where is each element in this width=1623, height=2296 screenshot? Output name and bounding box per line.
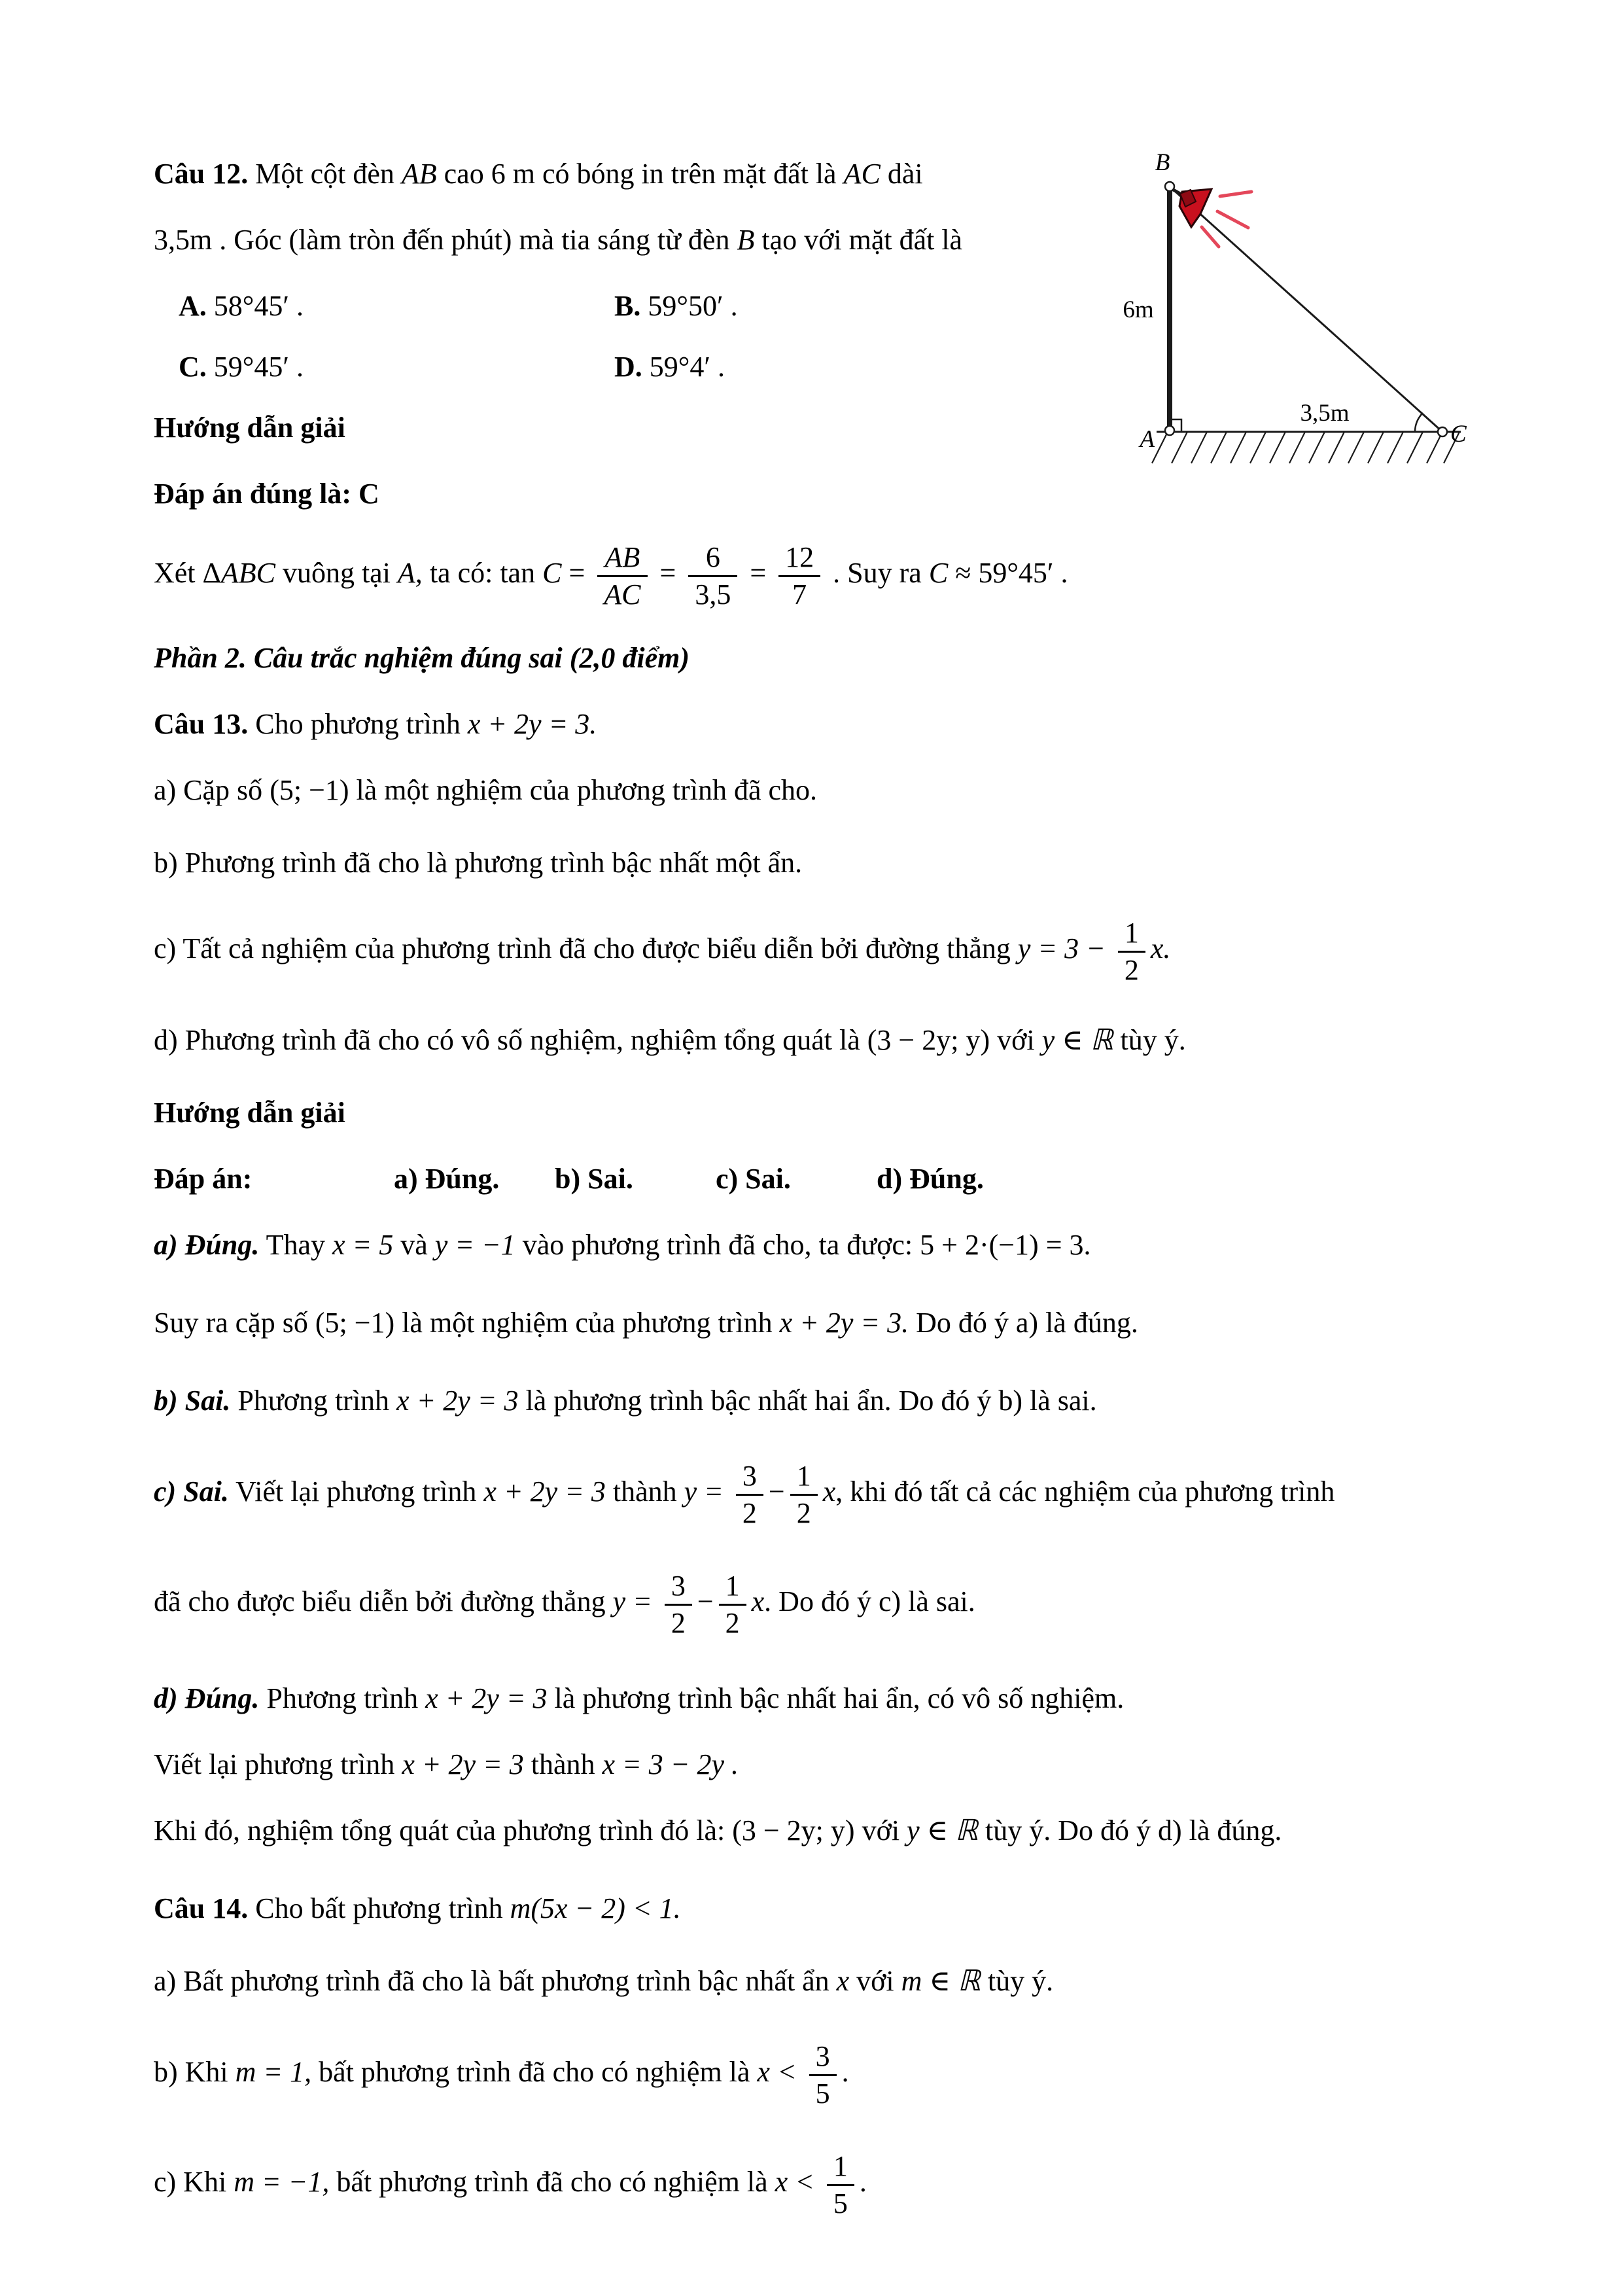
sol13-para-a-line-1 <box>154 1227 1498 1263</box>
math-equation: x + 2y = 3 <box>425 1682 548 1715</box>
math-x: x <box>836 1965 850 1998</box>
math-m-1: m = 1, <box>235 2056 312 2089</box>
q13-d-text-2: với <box>997 1024 1035 1057</box>
sol13-c-text-1: Viết lại phương trình <box>236 1475 477 1508</box>
q13-intro-line <box>154 706 1498 742</box>
shadow-length-label: 3,5m <box>1300 400 1350 427</box>
math-y-eq: y = 3 − <box>1017 932 1106 965</box>
option-c <box>179 349 607 385</box>
equals-sign-3: = <box>750 557 767 590</box>
sol13-answer-row <box>154 1161 1498 1197</box>
math-pair: (5; −1) <box>270 774 349 807</box>
fraction-1-5 <box>827 2151 854 2219</box>
tan-operator: tan <box>500 557 536 590</box>
q14-b-text-2: bất phương trình đã cho có nghiệm là <box>319 2056 750 2089</box>
option-b-value: 59°50′ . <box>648 290 738 322</box>
pole-height-label: 6m <box>1123 296 1154 323</box>
q13-d-text-3: tùy ý. <box>1120 1024 1186 1057</box>
q12-text-1: Một cột đèn <box>255 158 394 190</box>
math-m-neg1: m = −1, <box>234 2166 330 2199</box>
sol13-b-text-1: Phương trình <box>237 1385 390 1417</box>
option-b <box>614 290 738 322</box>
option-d <box>614 351 725 383</box>
sol13-c-text-5: . Do đó ý c) là sai. <box>764 1585 975 1618</box>
q12-options-row-1 <box>154 288 1498 324</box>
q13-label: Câu 13. <box>154 708 249 741</box>
period: . <box>841 2056 849 2089</box>
q12-options-row-2 <box>154 349 1498 385</box>
q14-a-text-2: với <box>856 1965 894 1998</box>
fraction-denominator: 2 <box>1124 953 1139 986</box>
math-c2: C <box>928 557 949 590</box>
math-y-in-r: y ∈ ℝ <box>907 1814 979 1847</box>
q12-intro-line-1 <box>154 156 1096 192</box>
q12-text-4: 3,5m . <box>154 224 227 256</box>
q14-item-a <box>154 1963 1498 1999</box>
math-b: B <box>737 224 755 256</box>
sol12-answer: Đáp án đúng là: C <box>154 478 379 510</box>
math-m-in-r: m ∈ ℝ <box>901 1965 981 1998</box>
minus-sign: − <box>697 1585 714 1618</box>
sol13-answer-label: Đáp án: <box>154 1163 253 1195</box>
minus-sign: − <box>768 1475 785 1508</box>
q14-intro-text: Cho bất phương trình <box>255 1892 503 1925</box>
fraction-6-35 <box>688 542 737 610</box>
fraction-numerator: 1 <box>1118 917 1145 953</box>
math-general-solution: (3 − 2y; y) <box>732 1814 855 1847</box>
sol13-a-text-5: là một nghiệm của phương trình <box>402 1307 773 1339</box>
math-abc: ABC <box>220 557 275 590</box>
math-pair: (5; −1) <box>315 1307 395 1339</box>
math-x: x. <box>1150 932 1171 965</box>
option-c-label: C. <box>179 351 207 383</box>
sol13-d-text-5: Khi đó, nghiệm tổng quát của phương trình đó là: <box>154 1814 725 1847</box>
sol13-a-text-1: Thay <box>266 1229 325 1262</box>
option-b-label: B. <box>614 290 641 322</box>
sol13-para-c-line-2 <box>154 1570 1498 1638</box>
fraction-1-2 <box>719 1570 746 1638</box>
fraction-1-2 <box>790 1460 818 1528</box>
fraction-numerator: 12 <box>778 542 820 577</box>
q13-a-text-1: a) Cặp số <box>154 774 263 807</box>
sol13-para-b <box>154 1383 1498 1419</box>
math-equation: x + 2y = 3. <box>467 708 597 741</box>
math-x-lt: x < <box>775 2166 814 2199</box>
q12-intro-line-2 <box>154 222 1096 258</box>
sol13-para-d-line-1 <box>154 1680 1498 1716</box>
sol13-para-a-line-2 <box>154 1305 1498 1341</box>
sol13-d-text-2: là phương trình bậc nhất hai ẩn, có vô số nghiệm. <box>554 1682 1125 1715</box>
math-c: C <box>542 557 562 590</box>
sol13-c-text-3: , khi đó tất cả các nghiệm của phương trình <box>835 1475 1335 1508</box>
math-x-5: x = 5 <box>332 1229 394 1262</box>
fraction-denominator: AC <box>604 578 641 610</box>
q14-c-text-1: c) Khi <box>154 2166 227 2199</box>
q14-c-text-2: bất phương trình đã cho có nghiệm là <box>336 2166 768 2199</box>
sol12-heading: Hướng dẫn giải <box>154 412 345 444</box>
q13-item-d <box>154 1022 1498 1058</box>
sol12-text-2: vuông tại <box>282 557 391 590</box>
q12-text-2: cao 6 m có bóng in trên mặt đất là <box>444 158 837 190</box>
sol12-text-4: . Suy ra <box>833 557 922 590</box>
q14-intro-line <box>154 1890 1498 1926</box>
math-x-lt: x < <box>757 2056 797 2089</box>
sol12-text-1: Xét <box>154 557 196 590</box>
fraction-1-2 <box>1118 917 1145 985</box>
q13-a-text-2: là một nghiệm của phương trình đã cho. <box>356 774 818 807</box>
option-c-value: 59°45′ . <box>213 351 304 383</box>
sol13-d-text-3: Viết lại phương trình <box>154 1748 395 1781</box>
fraction-denominator: 2 <box>671 1606 686 1639</box>
option-d-value: 59°4′ . <box>649 351 725 383</box>
sol13-heading: Hướng dẫn giải <box>154 1097 345 1129</box>
sol13-c-text-2: thành <box>612 1475 677 1508</box>
sol13-d-text-4: thành <box>531 1748 595 1781</box>
sol13-result-c: c) Sai. <box>716 1163 791 1195</box>
document-content <box>154 156 1498 2249</box>
fraction-3-5 <box>809 2041 837 2109</box>
sol13-result-a: a) Đúng. <box>394 1163 500 1195</box>
q13-item-c <box>154 917 1498 985</box>
math-general-solution: (3 − 2y; y) <box>867 1024 990 1057</box>
sol13-c-text-4: đã cho được biểu diễn bởi đường thẳng <box>154 1585 606 1618</box>
q14-item-c <box>154 2151 1498 2219</box>
fraction-denominator: 7 <box>792 578 807 610</box>
fraction-12-7 <box>778 542 820 610</box>
sol13-d-text-1: Phương trình <box>266 1682 419 1715</box>
sol13-a-text-6: Do đó ý a) là đúng. <box>916 1307 1138 1339</box>
math-x: x <box>822 1475 836 1508</box>
period: . <box>859 2166 867 2199</box>
fraction-3-2 <box>665 1570 692 1638</box>
q12-text-3: dài <box>887 158 923 190</box>
math-equation: x + 2y = 3 <box>396 1385 519 1417</box>
fraction-numerator: 1 <box>790 1460 818 1496</box>
math-y-neg1: y = −1 <box>434 1229 515 1262</box>
math-ab: AB <box>401 158 437 190</box>
math-x-eq: x = 3 − 2y . <box>602 1748 739 1781</box>
math-a: A, <box>397 557 423 590</box>
q12-text-5: Góc (làm tròn đến phút) mà tia sáng từ đèn <box>234 224 730 256</box>
sol13-result-d: d) Đúng. <box>877 1163 984 1195</box>
math-y-eq: y = <box>612 1585 652 1618</box>
sol12-text-3: ta có: <box>429 557 493 590</box>
option-a-value: 58°45′ . <box>213 290 304 322</box>
math-equation: x + 2y = 3 <box>483 1475 606 1508</box>
fraction-numerator: 6 <box>688 542 737 577</box>
sol13-para-d-line-2 <box>154 1746 1498 1782</box>
math-equation: x + 2y = 3 <box>402 1748 524 1781</box>
sol13-b-verdict: b) Sai. <box>154 1385 231 1417</box>
fraction-denominator: 3,5 <box>695 578 731 610</box>
q14-a-text-1: a) Bất phương trình đã cho là bất phương trình bậc nhất ẩn <box>154 1965 829 1998</box>
q13-d-text-1: d) Phương trình đã cho có vô số nghiệm, nghiệm tổng quát là <box>154 1024 860 1057</box>
vertex-label-a: A <box>1140 426 1155 453</box>
fraction-denominator: 2 <box>725 1606 740 1639</box>
math-ac: AC <box>843 158 881 190</box>
sol13-para-d-line-3 <box>154 1812 1498 1848</box>
vertex-label-b: B <box>1155 149 1170 176</box>
delta-symbol: Δ <box>202 557 221 590</box>
sol12-text-5: ≈ 59°45′ . <box>955 557 1068 590</box>
math-y-in-r: y ∈ ℝ <box>1041 1024 1113 1057</box>
q13-c-text: c) Tất cả nghiệm của phương trình đã cho được biểu diễn bởi đường thẳng <box>154 932 1011 965</box>
sol13-a-verdict: a) Đúng. <box>154 1229 260 1262</box>
fraction-denominator: 5 <box>833 2187 848 2219</box>
q13-intro-text: Cho phương trình <box>255 708 461 741</box>
fraction-ab-ac <box>597 542 647 610</box>
sol13-para-c-line-1 <box>154 1460 1498 1528</box>
sol13-a-text-4: Suy ra cặp số <box>154 1307 308 1339</box>
fraction-numerator: 3 <box>665 1570 692 1606</box>
vertex-label-c: C <box>1450 421 1467 448</box>
fraction-numerator: 3 <box>809 2041 837 2076</box>
equals-sign-1: = <box>568 557 585 590</box>
sol13-d-text-6: với <box>862 1814 900 1847</box>
math-inequality: m(5x − 2) < 1. <box>510 1892 681 1925</box>
fraction-3-2 <box>736 1460 763 1528</box>
q12-label: Câu 12. <box>154 158 249 190</box>
fraction-denominator: 2 <box>742 1496 757 1529</box>
fraction-denominator: 5 <box>815 2077 830 2110</box>
math-equation: x + 2y = 3. <box>779 1307 909 1339</box>
q14-label: Câu 14. <box>154 1892 249 1925</box>
fraction-numerator: 1 <box>719 1570 746 1606</box>
equals-sign-2: = <box>659 557 676 590</box>
option-a <box>179 288 607 324</box>
q13-item-b: b) Phương trình đã cho là phương trình bậc nhất một ẩn. <box>154 847 803 879</box>
fraction-denominator: 2 <box>796 1496 811 1529</box>
q13-item-a <box>154 772 1498 808</box>
option-d-label: D. <box>614 351 642 383</box>
sol13-c-verdict: c) Sai. <box>154 1475 229 1508</box>
fraction-numerator: 3 <box>736 1460 763 1496</box>
q14-item-b <box>154 2041 1498 2109</box>
sol13-result-b: b) Sai. <box>555 1163 633 1195</box>
sol13-a-text-3: vào phương trình đã cho, ta được: <box>522 1229 913 1262</box>
fraction-numerator: AB <box>597 542 647 577</box>
part-2-heading: Phần 2. Câu trắc nghiệm đúng sai (2,0 điểm) <box>154 642 690 675</box>
math-x: x <box>751 1585 765 1618</box>
math-check: 5 + 2·(−1) = 3. <box>920 1229 1091 1262</box>
sol13-d-text-7: tùy ý. Do đó ý d) là đúng. <box>985 1814 1282 1847</box>
option-a-label: A. <box>179 290 207 322</box>
math-y-eq: y = <box>684 1475 724 1508</box>
sol13-b-text-2: là phương trình bậc nhất hai ẩn. Do đó ý b) là sai. <box>525 1385 1097 1417</box>
sol13-d-verdict: d) Đúng. <box>154 1682 260 1715</box>
sol13-a-text-2: và <box>400 1229 428 1262</box>
q12-text-6: tạo với mặt đất là <box>761 224 963 256</box>
q14-b-text-1: b) Khi <box>154 2056 228 2089</box>
sol12-working-line <box>154 542 1498 610</box>
q14-a-text-3: tùy ý. <box>987 1965 1054 1998</box>
fraction-numerator: 1 <box>827 2151 854 2186</box>
